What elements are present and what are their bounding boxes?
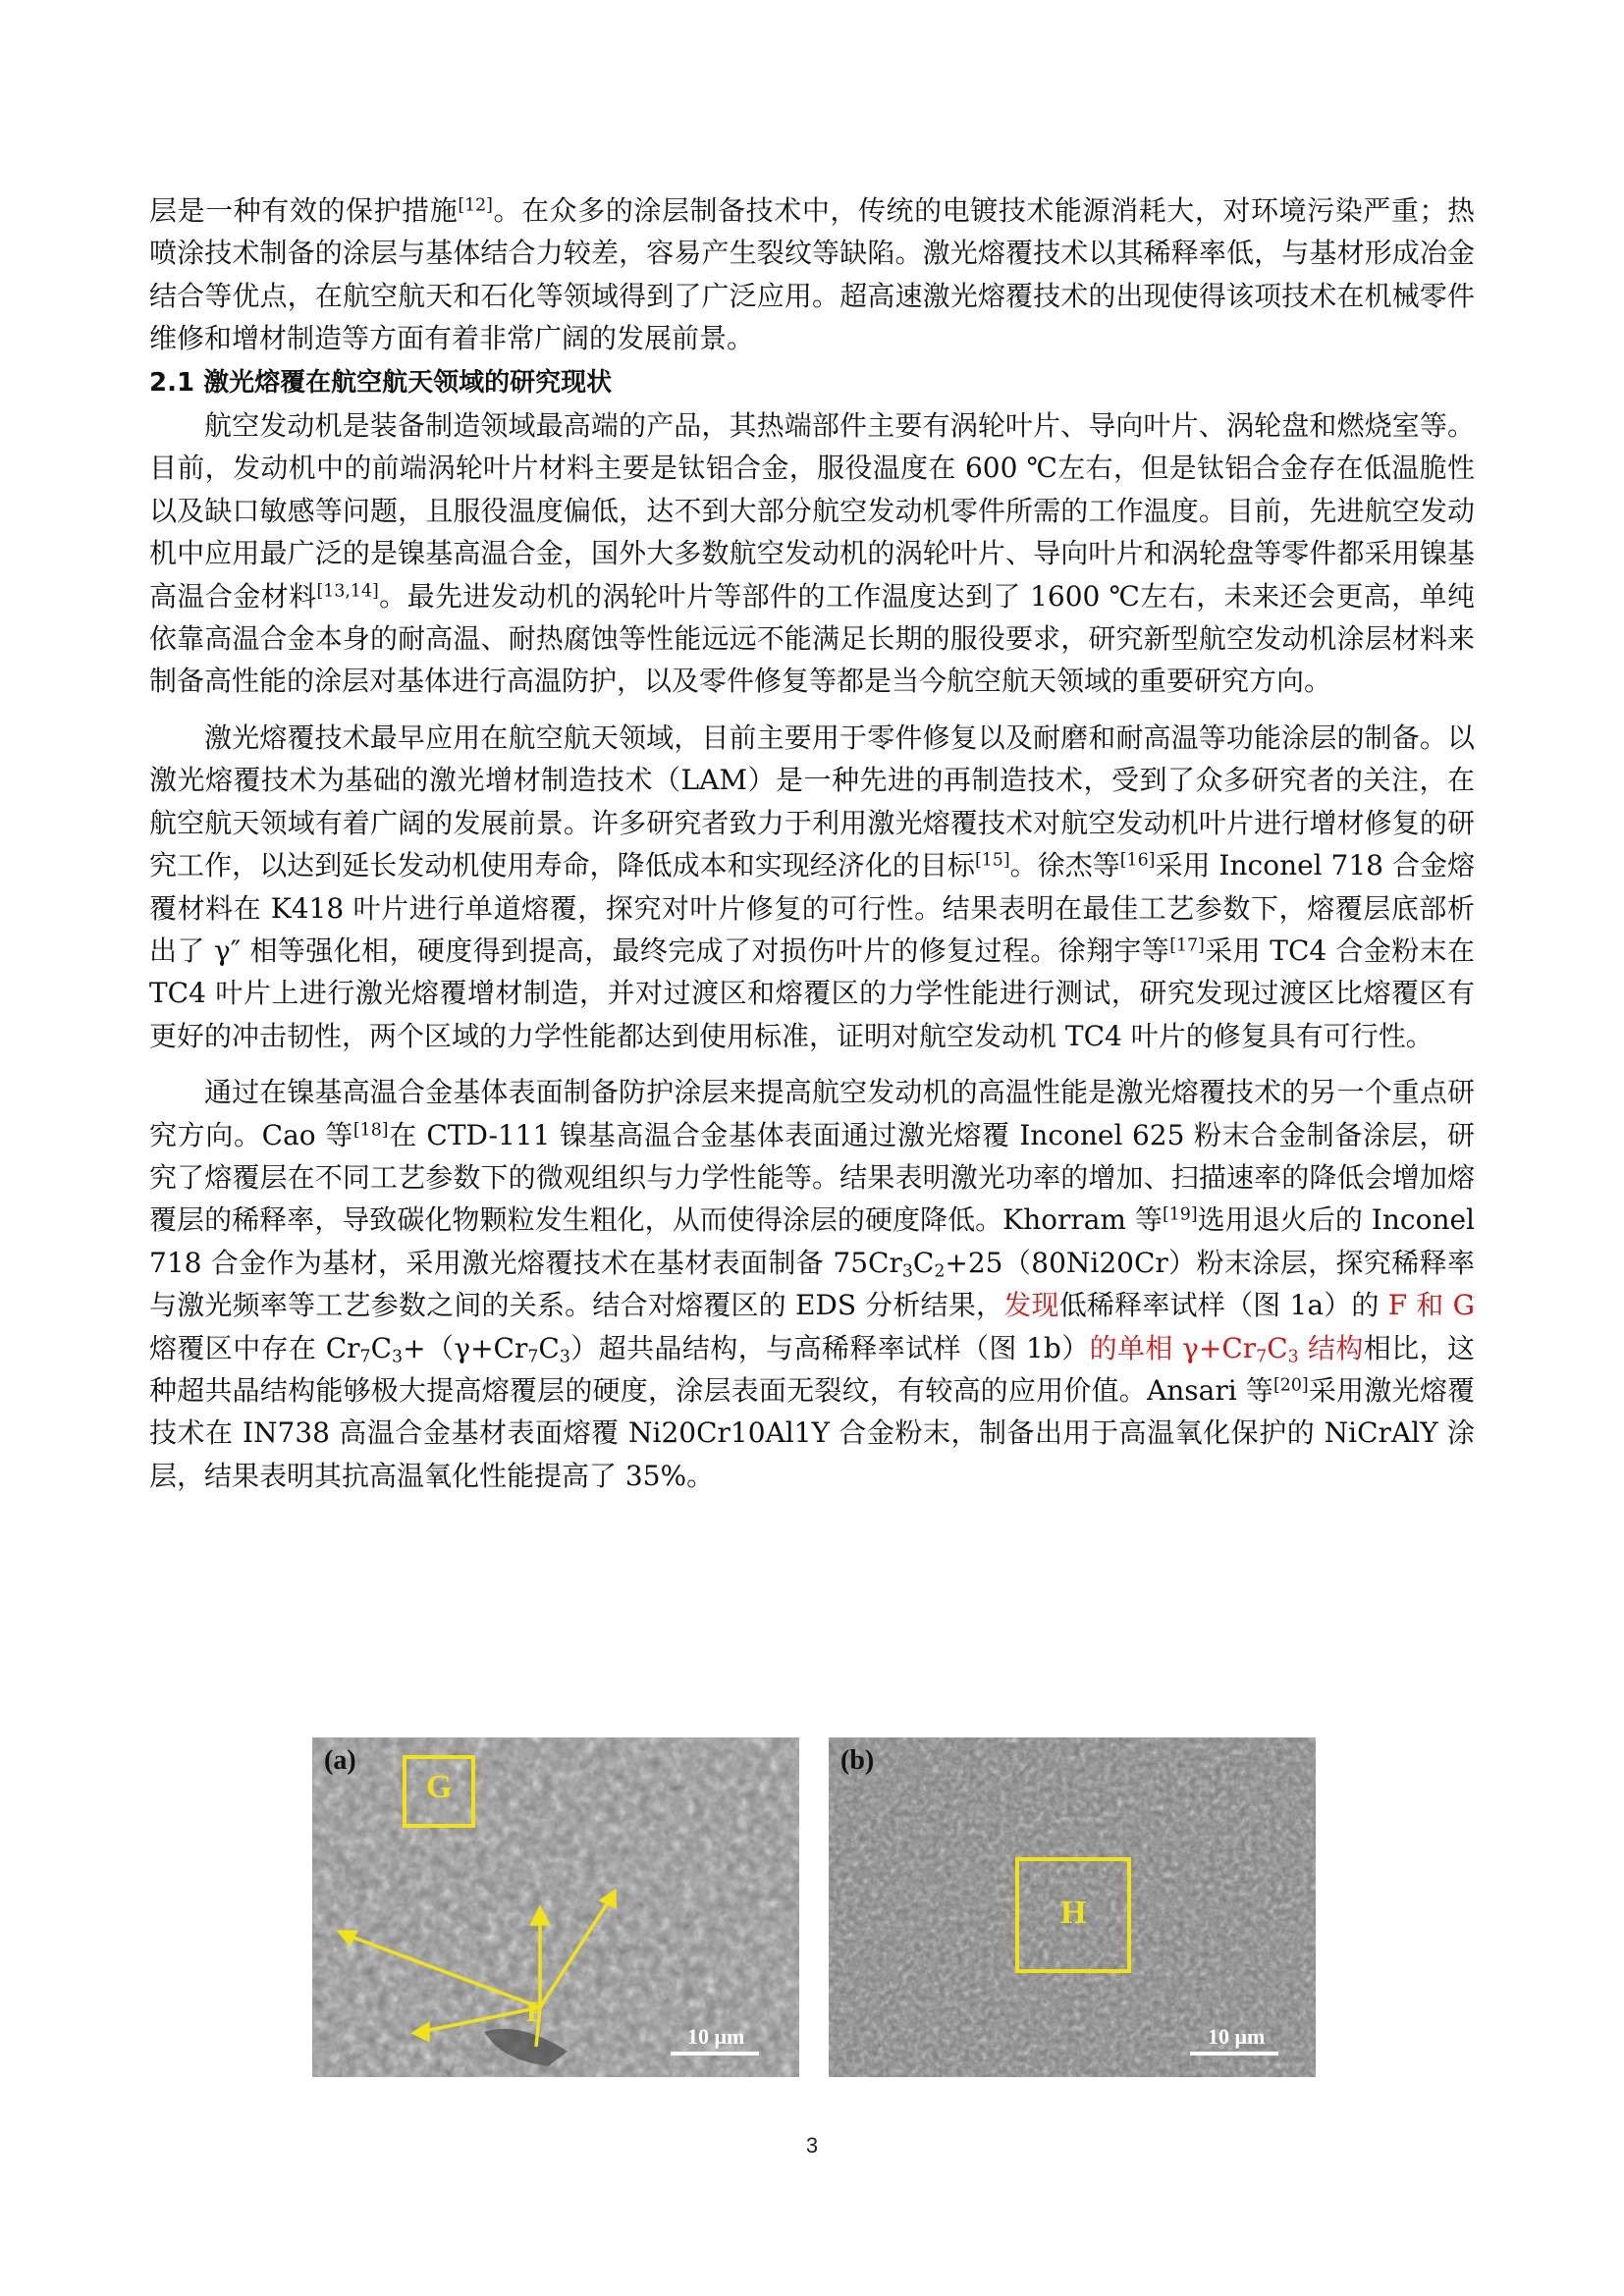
paragraph-laser-repair (149, 717, 1475, 1057)
panel-label-b: (b) (840, 1745, 875, 1776)
subscript: 2 (934, 1261, 946, 1282)
scale-bar-label-b: 10 μm (1208, 2024, 1266, 2049)
text-run: C (538, 1331, 560, 1364)
citation: [12] (458, 195, 493, 216)
region-label-g: G (426, 1769, 453, 1805)
text-run: 相比，这种超共晶结构能够极大提高熔覆层的硬度，涂层表面无裂纹，有较高的应用价值。Ansari 等 (149, 1331, 1476, 1407)
subscript: 7 (1256, 1346, 1268, 1366)
citation: [16] (1119, 850, 1156, 871)
region-label-h: H (1060, 1895, 1087, 1931)
text-run: C (912, 1246, 935, 1279)
text-run: 采用 Inconel 718 合金熔覆材料在 K418 叶片进行单道熔覆，探究对叶片修复的可行性。结果表明在最佳工艺参数下，熔覆层底部析出了 γ″ 相等强化相，硬度得到提高，最终完成了对损伤叶片的修复过程。徐翔宇等 (149, 849, 1475, 967)
page-number: 3 (805, 2133, 819, 2158)
citation: [19] (1162, 1204, 1198, 1225)
scale-bar-label-a: 10 μm (687, 2024, 745, 2049)
section-heading: 2.1 激光熔覆在航空航天领域的研究现状 (149, 367, 613, 398)
text-run: 激光熔覆技术最早应用在航空航天领域，目前主要用于零件修复以及耐磨和耐高温等功能涂层的制备。以激光熔覆技术为基础的激光增材制造技术（LAM）是一种先进的再制造技术，受到了众多研究者的关注，在航空航天领域有着广阔的发展前景。许多研究者致力于利用激光熔覆技术对航空发动机叶片进行增材修复的研究工作，以达到延长发动机使用寿命，降低成本和实现经济化的目标 (149, 721, 1475, 882)
text-run: 采用激光熔覆技术在 IN738 高温合金基材表面熔覆 Ni20Cr10Al1Y 合金粉末，制备出用于高温氧化保护的 NiCrAlY 涂层，结果表明其抗高温氧化性能提高了 35%。 (149, 1373, 1475, 1492)
highlight-text (1090, 1332, 1364, 1364)
highlight-text: F 和 G (1387, 1289, 1475, 1322)
figure-1 (312, 1737, 1316, 2077)
body-text (149, 189, 1475, 1497)
text-run: 层是一种有效的保护措施 (149, 194, 459, 227)
paragraph-continuation (149, 189, 1475, 360)
text-run: ）超共晶结构，与高稀释率试样（图 1b） (569, 1331, 1090, 1364)
text-run: 通过在镍基高温合金基体表面制备防护涂层来提高航空发动机的高温性能是激光熔覆技术的另一个重点研究方向。Cao 等 (149, 1076, 1475, 1151)
highlight-text: 发现 (1003, 1289, 1059, 1322)
subscript: 3 (901, 1261, 913, 1282)
citation: [15] (974, 850, 1010, 871)
subscript: 3 (392, 1346, 404, 1366)
citation: [17] (1169, 935, 1205, 956)
sem-image-a (312, 1737, 799, 2077)
paragraph-aero-engine (149, 404, 1475, 703)
text-run: C (370, 1331, 393, 1364)
text-run: 的单相 γ+Cr (1089, 1331, 1257, 1364)
text-run: 熔覆区中存在 Cr (149, 1331, 360, 1364)
citation: [20] (1273, 1375, 1309, 1396)
subscript: 3 (1287, 1346, 1299, 1366)
text-run: +25（80Ni20Cr）粉末涂层，探究稀释率与激光频率等工艺参数之间的关系。结合对熔覆区的 EDS 分析结果， (149, 1246, 1475, 1322)
text-run: 。徐杰等 (1009, 849, 1120, 882)
text-run: 在 CTD-111 镍基高温合金基体表面通过激光熔覆 Inconel 625 粉末合金制备涂层，研究了熔覆层在不同工艺参数下的微观组织与力学性能等。结果表明激光功率的增加、扫描速率的降低会增加熔覆层的稀释率，导致碳化物颗粒发生粗化，从而使得涂层的硬度降低。Khorram 等 (149, 1118, 1475, 1237)
text-run: 低稀释率试样（图 1a）的 (1058, 1289, 1388, 1322)
citation: [13,14] (316, 581, 379, 602)
region-label-f: F (526, 1996, 545, 2028)
text-run: 结构 (1298, 1331, 1364, 1364)
subscript: 3 (559, 1346, 570, 1366)
text-run: 选用退火后的 Inconel 718 合金作为基材，采用激光熔覆技术在基材表面制备 75Cr (149, 1203, 1476, 1279)
subscript: 7 (527, 1346, 539, 1366)
panel-label-a: (a) (324, 1745, 356, 1776)
text-run: 。最先进发动机的涡轮叶片等部件的工作温度达到了 1600 ℃左右，未来还会更高，单纯依靠高温合金本身的耐高温、耐热腐蚀等性能远远不能满足长期的服役要求，研究新型航空发动机涂层材料来制备高性能的涂层对基体进行高温防护，以及零件修复等都是当今航空航天领域的重要研究方向。 (149, 579, 1475, 698)
text-run: C (1267, 1331, 1288, 1364)
subscript: 7 (359, 1346, 371, 1366)
text-run: 航空发动机是装备制造领域最高端的产品，其热端部件主要有涡轮叶片、导向叶片、涡轮盘和燃烧室等。目前，发动机中的前端涡轮叶片材料主要是钛铝合金，服役温度在 600 ℃左右，但是钛铝合金存在低温脆性以及缺口敏感等问题，且服役温度偏低，达不到大部分航空发动机零件所需的工作温度。目前，先进航空发动机中应用最广泛的是镍基高温合金，国外大多数航空发动机的涡轮叶片、导向叶片和涡轮盘等零件都采用镍基高温合金材料 (149, 409, 1475, 613)
text-run: 采用 TC4 合金粉末在 TC4 叶片上进行激光熔覆增材制造，并对过渡区和熔覆区的力学性能进行测试，研究发现过渡区比熔覆区有更好的冲击韧性，两个区域的力学性能都达到使用标准，证明对航空发动机 TC4 叶片的修复具有可行性。 (149, 934, 1475, 1052)
citation: [18] (352, 1119, 389, 1140)
text-run: 。在众多的涂层制备技术中，传统的电镀技术能源消耗大，对环境污染严重；热喷涂技术制备的涂层与基体结合力较差，容易产生裂纹等缺陷。激光熔覆技术以其稀释率低，与基材形成冶金结合等优点，在航空航天和石化等领域得到了广泛应用。超高速激光熔覆技术的出现使得该项技术在机械零件维修和增材制造等方面有着非常广阔的发展前景。 (149, 194, 1475, 355)
paragraph-coatings (149, 1071, 1475, 1497)
sem-image-b (829, 1737, 1316, 2077)
text-run: +（γ+Cr (403, 1331, 528, 1364)
